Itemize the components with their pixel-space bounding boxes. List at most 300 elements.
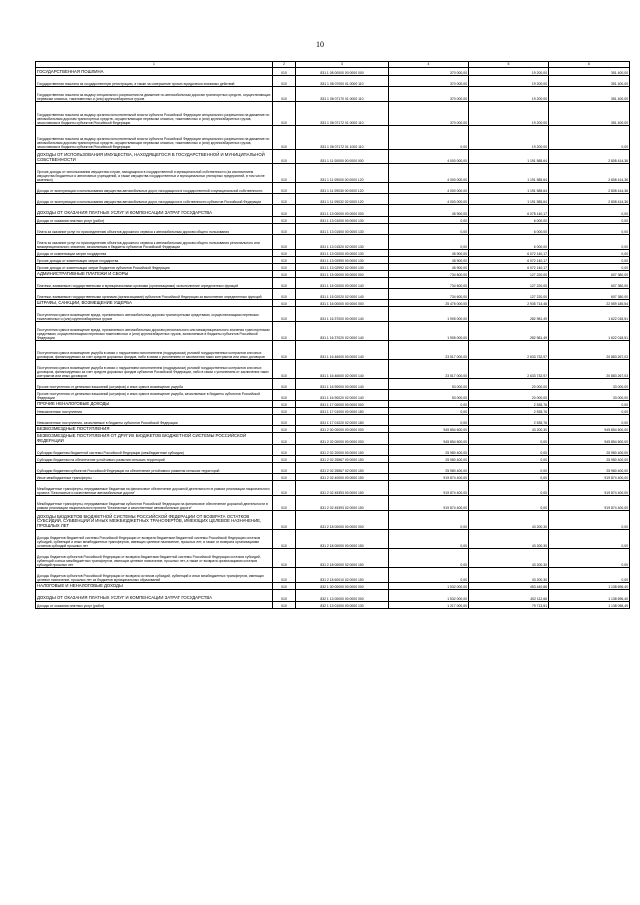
row-executed-amount: 6 000,00 [469, 224, 549, 235]
table-row [36, 360, 630, 379]
row-line-code: 010 [273, 271, 296, 278]
table-row [36, 379, 630, 390]
row-budget-classification-code: 831 1 16 90020 02 0000 140 [296, 390, 389, 401]
row-line-code: 010 [273, 194, 296, 205]
row-approved-amount: 4 000 000,00 [389, 183, 469, 194]
row-unexecuted-amount: 607 380,00 [549, 289, 630, 300]
row-unexecuted-amount: 607 380,00 [549, 278, 630, 289]
row-line-code: 010 [273, 289, 296, 300]
row-unexecuted-amount: 0,00 [549, 205, 630, 217]
row-budget-classification-code: 831 2 18 00000 02 0000 150 [296, 549, 389, 568]
row-unexecuted-amount: 945 854 600,00 [549, 426, 630, 433]
row-budget-classification-code: 831 2 02 25567 00 0000 150 [296, 456, 389, 463]
table-row [36, 602, 630, 609]
row-line-code: 010 [273, 183, 296, 194]
row-description: Иные межбюджетные трансферты [36, 474, 273, 481]
row-unexecuted-amount: 25 980 400,00 [549, 456, 630, 463]
row-approved-amount: 0,00 [389, 408, 469, 415]
row-description: Межбюджетные трансферты, передаваемые бюджетам на финансовое обеспечение дорожной деятельности в рамках реализации национального проекта "Безопасные и качественные автомобильные дороги" [36, 481, 273, 496]
row-description: Государственная пошлина за выдачу органом исполнительной власти субъекта Российской Федерации специального разрешения на движение по автомобильным дорогам транспортных средств, осуществляющих перевозки опасных, тяжеловесных и (или) крупногабаритных грузов, зачисляемая в бюджеты субъектов Российской Федерации [36, 102, 273, 126]
table-row [36, 496, 630, 511]
row-approved-amount: 4 000 000,00 [389, 164, 469, 183]
row-line-code: 010 [273, 549, 296, 568]
row-budget-classification-code: 831 1 13 02990 00 0000 130 [296, 257, 389, 264]
row-executed-amount: 6 078 140,17 [469, 205, 549, 217]
row-unexecuted-amount: 0,00 [549, 126, 630, 150]
row-budget-classification-code: 831 2 02 25567 02 0000 150 [296, 463, 389, 474]
row-approved-amount: 0,00 [389, 511, 469, 530]
row-executed-amount: 0,00 [469, 474, 549, 481]
row-description: Невыясненные поступления, зачисляемые в бюджеты субъектов Российской Федерации [36, 415, 273, 426]
row-budget-classification-code: 831 2 02 45393 00 0000 150 [296, 481, 389, 496]
table-row [36, 341, 630, 360]
row-approved-amount: 4 000 000,00 [389, 150, 469, 164]
row-line-code: 010 [273, 496, 296, 511]
row-executed-amount: 1 191 585,64 [469, 183, 549, 194]
row-description: Поступления сумм в возмещение ущерба в связи с нарушением исполнителем (подрядчиком) условий государственных контрактов или иных договоров, финансируемых за счет средств дорожных фондов субъектов Российской Федерации, либо в связи с уклонением от заключения таких контрактов или иных договоров [36, 360, 273, 379]
row-unexecuted-amount: 20 883 267,03 [549, 360, 630, 379]
row-budget-classification-code: 831 1 08 00000 00 0000 000 [296, 68, 389, 76]
row-line-code: 010 [273, 250, 296, 257]
table-row [36, 401, 630, 408]
row-budget-classification-code: 831 2 02 00000 00 0000 000 [296, 433, 389, 445]
row-description: Поступления сумм в возмещение вреда, причиняемого автомобильным дорогам транспортными средствами, осуществляющими перевозки тяжеловесных и (или) крупногабаритных грузов [36, 307, 273, 322]
row-approved-amount: 734 600,00 [389, 289, 469, 300]
row-unexecuted-amount: 351 400,00 [549, 102, 630, 126]
row-approved-amount: 53 000,00 [389, 390, 469, 401]
row-unexecuted-amount: 25 980 400,00 [549, 463, 630, 474]
table-row [36, 583, 630, 590]
row-approved-amount: 0,00 [389, 126, 469, 150]
row-executed-amount: 2 633 732,97 [469, 341, 549, 360]
row-executed-amount: 0,00 [469, 433, 549, 445]
row-unexecuted-amount: 2 808 414,36 [549, 194, 630, 205]
table-row [36, 183, 630, 194]
row-line-code: 010 [273, 300, 296, 307]
row-description: Невыясненные поступления [36, 408, 273, 415]
row-approved-amount: 0,00 [389, 224, 469, 235]
row-approved-amount: 0,00 [389, 549, 469, 568]
row-approved-amount: 25 980 400,00 [389, 463, 469, 474]
row-description: АДМИНИСТРАТИВНЫЕ ПЛАТЕЖИ И СБОРЫ [36, 271, 273, 278]
row-budget-classification-code: 831 1 13 01500 00 0000 130 [296, 224, 389, 235]
column-header: 2 [273, 62, 296, 68]
row-line-code: 010 [273, 224, 296, 235]
row-line-code: 010 [273, 474, 296, 481]
row-unexecuted-amount: 0,00 [549, 257, 630, 264]
row-budget-classification-code: 831 1 13 02000 00 0000 130 [296, 250, 389, 257]
row-line-code: 010 [273, 257, 296, 264]
row-unexecuted-amount: 0,00 [549, 511, 630, 530]
table-row [36, 415, 630, 426]
table-row [36, 289, 630, 300]
row-description: Доходы от эксплуатации и использования имущества автомобильных дорог, находящихся в собственности субъектов Российской Федерации [36, 194, 273, 205]
row-unexecuted-amount: 0,00 [549, 250, 630, 257]
row-line-code: 010 [273, 456, 296, 463]
row-budget-classification-code: 831 1 11 00000 00 0000 000 [296, 150, 389, 164]
row-description: Государственная пошлина за государственную регистрацию, а также за совершение прочих юридически значимых действий [36, 76, 273, 87]
row-budget-classification-code: 832 1 13 01000 00 0000 130 [296, 602, 389, 609]
row-line-code: 010 [273, 217, 296, 224]
table-row [36, 257, 630, 264]
row-approved-amount: 1 532 000,00 [389, 590, 469, 602]
row-approved-amount: 370 000,00 [389, 68, 469, 76]
row-description: Плата за оказание услуг по присоединению объектов дорожного сервиса к автомобильным дорогам общего пользования регионального или межмуниципального значения, зачисляемая в бюджеты субъектов Российской Федерации [36, 235, 273, 250]
row-description: Прочие доходы от компенсации затрат бюджетов субъектов Российской Федерации [36, 264, 273, 271]
row-unexecuted-amount: 919 874 400,00 [549, 496, 630, 511]
row-approved-amount: 45 900,00 [389, 250, 469, 257]
row-line-code: 010 [273, 307, 296, 322]
row-unexecuted-amount: 0,00 [549, 264, 630, 271]
row-description: Межбюджетные трансферты, передаваемые бюджетам субъектов Российской Федерации на финансовое обеспечение дорожной деятельности в рамках реализации национального проекта "Безопасные и качественные автомобильные дороги" [36, 496, 273, 511]
row-unexecuted-amount: 351 400,00 [549, 87, 630, 102]
row-unexecuted-amount: 2 808 414,36 [549, 164, 630, 183]
table-row [36, 224, 630, 235]
row-approved-amount: 1 905 000,00 [389, 307, 469, 322]
row-budget-classification-code: 831 1 16 37020 02 0000 140 [296, 322, 389, 341]
row-budget-classification-code: 831 1 11 09032 02 0000 120 [296, 194, 389, 205]
row-budget-classification-code: 831 1 17 01020 02 0000 180 [296, 415, 389, 426]
row-unexecuted-amount: 351 400,00 [549, 76, 630, 87]
row-description: ДОХОДЫ ОТ ОКАЗАНИЯ ПЛАТНЫХ УСЛУГ И КОМПЕНСАЦИИ ЗАТРАТ ГОСУДАРСТВА [36, 590, 273, 602]
row-line-code: 010 [273, 590, 296, 602]
table-row [36, 390, 630, 401]
row-executed-amount: 0,00 [469, 456, 549, 463]
row-budget-classification-code: 831 1 08 07172 01 1000 110 [296, 126, 389, 150]
row-approved-amount: 0,00 [389, 235, 469, 250]
table-row [36, 456, 630, 463]
table-row [36, 511, 630, 530]
row-approved-amount: 25 980 400,00 [389, 445, 469, 456]
row-description: Платежи, взимаемые государственными органами (организациями) субъектов Российской Федерации за выполнение определенных функций [36, 289, 273, 300]
row-unexecuted-amount: 0,00 [549, 415, 630, 426]
row-unexecuted-amount: 0,00 [549, 568, 630, 583]
row-unexecuted-amount: 0,00 [549, 401, 630, 408]
row-approved-amount: 919 874 400,00 [389, 474, 469, 481]
row-description: Государственная пошлина за выдачу органом исполнительной власти субъекта Российской Федерации специального разрешения на движение по автомобильным дорогам транспортных средств, осуществляющих перевозки опасных, тяжеловесных и (или) крупногабаритных грузов, зачисляемая в бюджеты субъектов Российской Федерации [36, 126, 273, 150]
row-executed-amount: 19 200,00 [469, 68, 549, 76]
row-unexecuted-amount: 0,00 [549, 235, 630, 250]
row-executed-amount: 43 200,30 [469, 511, 549, 530]
row-line-code: 010 [273, 102, 296, 126]
table-row [36, 126, 630, 150]
row-description: БЕЗВОЗМЕЗДНЫЕ ПОСТУПЛЕНИЯ ОТ ДРУГИХ БЮДЖЕТОВ БЮДЖЕТНОЙ СИСТЕМЫ РОССИЙСКОЙ ФЕДЕРАЦИИ [36, 433, 273, 445]
row-budget-classification-code: 831 1 08 07172 01 0000 110 [296, 102, 389, 126]
row-line-code: 010 [273, 205, 296, 217]
row-executed-amount: 402 112,66 [469, 590, 549, 602]
table-row [36, 474, 630, 481]
row-description: Прочие поступления от денежных взысканий (штрафов) и иных сумм в возмещение ущерба, зачисляемые в бюджеты субъектов Российской Федерации [36, 390, 273, 401]
table-row [36, 408, 630, 415]
row-unexecuted-amount: 33 000,00 [549, 390, 630, 401]
row-description: БЕЗВОЗМЕЗДНЫЕ ПОСТУПЛЕНИЯ [36, 426, 273, 433]
row-unexecuted-amount: 25 980 400,00 [549, 445, 630, 456]
row-executed-amount: 43 200,30 [469, 568, 549, 583]
row-budget-classification-code: 831 1 16 00000 00 0000 000 [296, 300, 389, 307]
row-executed-amount: 453 440,86 [469, 583, 549, 590]
row-budget-classification-code: 831 2 18 00000 00 0000 000 [296, 511, 389, 530]
row-description: Плата за оказание услуг по присоединению объектов дорожного сервиса к автомобильным дорогам общего пользования [36, 224, 273, 235]
row-approved-amount: 23 517 000,00 [389, 341, 469, 360]
column-header: 4 [389, 62, 469, 68]
row-description: Субсидии бюджетам субъектов Российской Федерации на обеспечение устойчивого развития сельских территорий [36, 463, 273, 474]
row-executed-amount: 20 000,00 [469, 379, 549, 390]
row-budget-classification-code: 831 1 17 01000 00 0000 180 [296, 408, 389, 415]
row-approved-amount: 4 000 000,00 [389, 194, 469, 205]
row-description: Платежи, взимаемые государственными и муниципальными органами (организациями) за выполнение определенных функций [36, 278, 273, 289]
row-approved-amount: 45 900,00 [389, 264, 469, 271]
row-executed-amount: 2 535,76 [469, 415, 549, 426]
row-executed-amount: 0,00 [469, 496, 549, 511]
row-approved-amount: 1 217 000,00 [389, 602, 469, 609]
row-budget-classification-code: 831 2 02 45393 02 0000 150 [296, 496, 389, 511]
row-budget-classification-code: 831 1 11 09030 00 0000 120 [296, 183, 389, 194]
table-row [36, 549, 630, 568]
row-budget-classification-code: 831 1 13 01000 00 0000 130 [296, 217, 389, 224]
row-unexecuted-amount: 0,00 [549, 408, 630, 415]
row-approved-amount: 0,00 [389, 401, 469, 408]
row-budget-classification-code: 831 1 08 07000 01 0000 110 [296, 76, 389, 87]
row-executed-amount: 282 981,49 [469, 322, 549, 341]
row-description: Государственная пошлина за выдачу специального разрешения на движение по автомобильным дорогам транспортных средств, осуществляющих перевозки опасных, тяжеловесных и (или) крупногабаритных грузов [36, 87, 273, 102]
row-line-code: 010 [273, 433, 296, 445]
row-line-code: 010 [273, 68, 296, 76]
row-budget-classification-code: 831 1 16 46000 00 0000 140 [296, 341, 389, 360]
table-row [36, 235, 630, 250]
row-line-code: 010 [273, 264, 296, 271]
row-executed-amount: 0,00 [469, 481, 549, 496]
row-approved-amount: 370 000,00 [389, 102, 469, 126]
row-unexecuted-amount: 351 400,00 [549, 68, 630, 76]
row-unexecuted-amount: 919 874 400,00 [549, 481, 630, 496]
row-line-code: 010 [273, 322, 296, 341]
row-line-code: 010 [273, 150, 296, 164]
row-executed-amount: 1 191 585,64 [469, 164, 549, 183]
row-executed-amount: 43 200,30 [469, 530, 549, 549]
row-unexecuted-amount: 20 883 267,03 [549, 341, 630, 360]
row-approved-amount: 1 905 000,00 [389, 322, 469, 341]
row-line-code: 010 [273, 568, 296, 583]
row-budget-classification-code: 831 1 15 02020 02 0000 140 [296, 289, 389, 300]
row-budget-classification-code: 831 2 00 00000 00 0000 000 [296, 426, 389, 433]
row-unexecuted-amount: 1 138 696,40 [549, 590, 630, 602]
row-description: Доходы от оказания платных услуг (работ) [36, 602, 273, 609]
row-line-code: 010 [273, 481, 296, 496]
row-description: ДОХОДЫ БЮДЖЕТОВ БЮДЖЕТНОЙ СИСТЕМЫ РОССИЙСКОЙ ФЕДЕРАЦИИ ОТ ВОЗВРАТА ОСТАТКОВ СУБСИДИЙ, СУБВЕНЦИЙ И ИНЫХ МЕЖБЮДЖЕТНЫХ ТРАНСФЕРТОВ, ИМЕЮЩИХ ЦЕЛЕВОЕ НАЗНАЧЕНИЕ, ПРОШЛЫХ ЛЕТ [36, 511, 273, 530]
row-description: Субсидии бюджетам бюджетной системы Российской Федерации (межбюджетные субсидии) [36, 445, 273, 456]
row-line-code: 010 [273, 164, 296, 183]
row-executed-amount: 1 191 585,64 [469, 194, 549, 205]
row-executed-amount: 127 220,00 [469, 271, 549, 278]
table-row [36, 205, 630, 217]
row-description: НАЛОГОВЫЕ И НЕНАЛОГОВЫЕ ДОХОДЫ [36, 583, 273, 590]
row-line-code: 010 [273, 602, 296, 609]
row-unexecuted-amount: 22 559 185,54 [549, 300, 630, 307]
row-line-code: 010 [273, 126, 296, 150]
row-line-code: 010 [273, 76, 296, 87]
row-budget-classification-code: 831 1 16 46000 02 0000 140 [296, 360, 389, 379]
table-row [36, 322, 630, 341]
row-line-code: 010 [273, 87, 296, 102]
row-approved-amount: 945 854 600,00 [389, 426, 469, 433]
table-row [36, 87, 630, 102]
row-line-code: 010 [273, 426, 296, 433]
row-executed-amount: 127 220,00 [469, 289, 549, 300]
row-budget-classification-code: 831 2 02 20000 00 0000 150 [296, 445, 389, 456]
row-budget-classification-code: 831 2 02 40000 00 0000 150 [296, 474, 389, 481]
row-executed-amount: 6 072 140,17 [469, 250, 549, 257]
row-unexecuted-amount: 0,00 [549, 224, 630, 235]
table-row [36, 433, 630, 445]
row-executed-amount: 2 535,76 [469, 401, 549, 408]
row-description: Прочие доходы от компенсации затрат государства [36, 257, 273, 264]
page-number: 10 [316, 40, 324, 49]
table-row [36, 300, 630, 307]
row-line-code: 010 [273, 341, 296, 360]
row-executed-amount: 2 535,76 [469, 408, 549, 415]
row-executed-amount: 1 191 585,64 [469, 150, 549, 164]
row-executed-amount: 2 633 732,97 [469, 360, 549, 379]
row-line-code: 010 [273, 530, 296, 549]
row-budget-classification-code: 831 2 18 60010 02 0000 150 [296, 568, 389, 583]
table-row [36, 463, 630, 474]
table-row [36, 481, 630, 496]
row-unexecuted-amount: 0,00 [549, 217, 630, 224]
row-line-code: 010 [273, 278, 296, 289]
row-line-code: 010 [273, 379, 296, 390]
table-row [36, 194, 630, 205]
row-executed-amount: 20 000,00 [469, 390, 549, 401]
column-header: 1 [36, 62, 273, 68]
row-description: Доходы бюджетов бюджетной системы Российской Федерации от возврата бюджетами бюджетной системы Российской Федерации остатков субсидий, субвенций и иных межбюджетных трансфертов, имеющих целевое назначение, прошлых лет, а также от возврата организациями остатков субсидий прошлых лет [36, 530, 273, 549]
row-budget-classification-code: 831 1 15 02000 00 0000 140 [296, 278, 389, 289]
row-budget-classification-code: 831 1 16 37000 00 0000 140 [296, 307, 389, 322]
row-budget-classification-code: 831 2 18 00000 00 0000 150 [296, 530, 389, 549]
row-budget-classification-code: 831 1 15 00000 00 0000 000 [296, 271, 389, 278]
row-approved-amount: 370 000,00 [389, 87, 469, 102]
row-unexecuted-amount: 1 138 058,49 [549, 602, 630, 609]
row-executed-amount: 19 200,00 [469, 126, 549, 150]
row-unexecuted-amount: 919 874 400,00 [549, 474, 630, 481]
row-line-code: 010 [273, 445, 296, 456]
table-row [36, 278, 630, 289]
row-budget-classification-code: 831 1 17 00000 00 0000 000 [296, 401, 389, 408]
table-row [36, 102, 630, 126]
row-budget-classification-code: 831 1 08 07170 01 0000 110 [296, 87, 389, 102]
row-approved-amount: 1 532 000,00 [389, 583, 469, 590]
row-executed-amount: 19 200,00 [469, 102, 549, 126]
row-description: Поступления сумм в возмещение ущерба в связи с нарушением исполнителем (подрядчиком) условий государственных контрактов или иных договоров, финансируемых за счет средств дорожных фондов, либо в связи с уклонением от заключения таких контрактов или иных договоров [36, 341, 273, 360]
row-line-code: 010 [273, 360, 296, 379]
row-approved-amount: 25 475 000,00 [389, 300, 469, 307]
row-description: Доходы бюджетов субъектов Российской Федерации от возврата остатков субсидий, субвенций и иных межбюджетных трансфертов, имеющих целевое назначение, прошлых лет из бюджетов муниципальных образований [36, 568, 273, 583]
row-line-code: 010 [273, 463, 296, 474]
row-description: Доходы от оказания платных услуг (работ) [36, 217, 273, 224]
row-line-code: 010 [273, 415, 296, 426]
row-unexecuted-amount: 2 808 414,36 [549, 183, 630, 194]
table-row [36, 264, 630, 271]
row-executed-amount: 6 072 140,17 [469, 264, 549, 271]
row-approved-amount: 0,00 [389, 415, 469, 426]
table-row [36, 426, 630, 433]
row-approved-amount: 919 874 400,00 [389, 496, 469, 511]
row-line-code: 010 [273, 583, 296, 590]
row-executed-amount: 19 200,00 [469, 87, 549, 102]
row-budget-classification-code: 831 1 11 09000 00 0000 120 [296, 164, 389, 183]
row-description: ГОСУДАРСТВЕННАЯ ПОШЛИНА [36, 68, 273, 76]
table-row [36, 150, 630, 164]
row-description: Доходы бюджетов субъектов Российской Федерации от возврата бюджетами бюджетной системы Российской Федерации остатков субсидий, субвенций и иных межбюджетных трансфертов, имеющих целевое назначение, прошлых лет, а также от возврата организациями остатков субсидий прошлых лет [36, 549, 273, 568]
row-approved-amount: 919 874 400,00 [389, 481, 469, 496]
row-unexecuted-amount: 33 000,00 [549, 379, 630, 390]
row-description: ШТРАФЫ, САНКЦИИ, ВОЗМЕЩЕНИЕ УЩЕРБА [36, 300, 273, 307]
row-unexecuted-amount: 2 808 414,36 [549, 150, 630, 164]
row-budget-classification-code: 831 1 13 02992 02 0000 130 [296, 264, 389, 271]
row-approved-amount: 53 000,00 [389, 379, 469, 390]
row-budget-classification-code: 832 1 13 00000 00 0000 000 [296, 590, 389, 602]
row-description: Доходы от эксплуатации и использования имущества автомобильных дорог, находящихся в государственной и муниципальной собственности [36, 183, 273, 194]
table-row [36, 445, 630, 456]
row-executed-amount: 43 200,30 [469, 426, 549, 433]
row-description: ДОХОДЫ ОТ ОКАЗАНИЯ ПЛАТНЫХ УСЛУГ И КОМПЕНСАЦИИ ЗАТРАТ ГОСУДАРСТВА [36, 205, 273, 217]
row-unexecuted-amount: 1 622 018,51 [549, 322, 630, 341]
row-unexecuted-amount: 0,00 [549, 549, 630, 568]
row-approved-amount: 945 854 600,00 [389, 433, 469, 445]
row-approved-amount: 370 000,00 [389, 76, 469, 87]
row-executed-amount: 6 000,00 [469, 217, 549, 224]
table-row [36, 568, 630, 583]
table-row [36, 590, 630, 602]
row-description: Прочие поступления от денежных взысканий (штрафов) и иных сумм в возмещение ущерба [36, 379, 273, 390]
budget-income-table [35, 61, 630, 609]
table-row [36, 217, 630, 224]
row-executed-amount: 6 072 140,17 [469, 257, 549, 264]
row-budget-classification-code: 831 1 16 90000 00 0000 140 [296, 379, 389, 390]
row-description: Доходы от компенсации затрат государства [36, 250, 273, 257]
row-executed-amount: 19 200,00 [469, 76, 549, 87]
row-line-code: 010 [273, 511, 296, 530]
row-executed-amount: 79 713,51 [469, 602, 549, 609]
column-header: 6 [549, 62, 630, 68]
row-executed-amount: 0,00 [469, 463, 549, 474]
table-row [36, 530, 630, 549]
row-line-code: 010 [273, 390, 296, 401]
row-unexecuted-amount: 1 138 696,40 [549, 583, 630, 590]
table-row [36, 76, 630, 87]
row-line-code: 010 [273, 235, 296, 250]
table-row [36, 250, 630, 257]
row-description: ДОХОДЫ ОТ ИСПОЛЬЗОВАНИЯ ИМУЩЕСТВА, НАХОДЯЩЕГОСЯ В ГОСУДАРСТВЕННОЙ И МУНИЦИПАЛЬНОЙ СОБСТВЕННОСТИ [36, 150, 273, 164]
row-executed-amount: 127 220,00 [469, 278, 549, 289]
row-executed-amount: 6 000,00 [469, 235, 549, 250]
row-executed-amount: 2 935 714,46 [469, 300, 549, 307]
row-description: ПРОЧИЕ НЕНАЛОГОВЫЕ ДОХОДЫ [36, 401, 273, 408]
row-line-code: 010 [273, 401, 296, 408]
table-row [36, 271, 630, 278]
row-unexecuted-amount: 607 380,00 [549, 271, 630, 278]
row-budget-classification-code: 832 1 00 00000 00 0000 000 [296, 583, 389, 590]
row-executed-amount: 43 200,30 [469, 549, 549, 568]
row-executed-amount: 282 981,49 [469, 307, 549, 322]
table-row [36, 164, 630, 183]
row-unexecuted-amount: 0,00 [549, 530, 630, 549]
row-budget-classification-code: 831 1 13 00000 00 0000 000 [296, 205, 389, 217]
table-row [36, 68, 630, 76]
column-header: 5 [469, 62, 549, 68]
table-body [36, 62, 630, 609]
row-approved-amount: 734 600,00 [389, 278, 469, 289]
row-approved-amount: 0,00 [389, 217, 469, 224]
